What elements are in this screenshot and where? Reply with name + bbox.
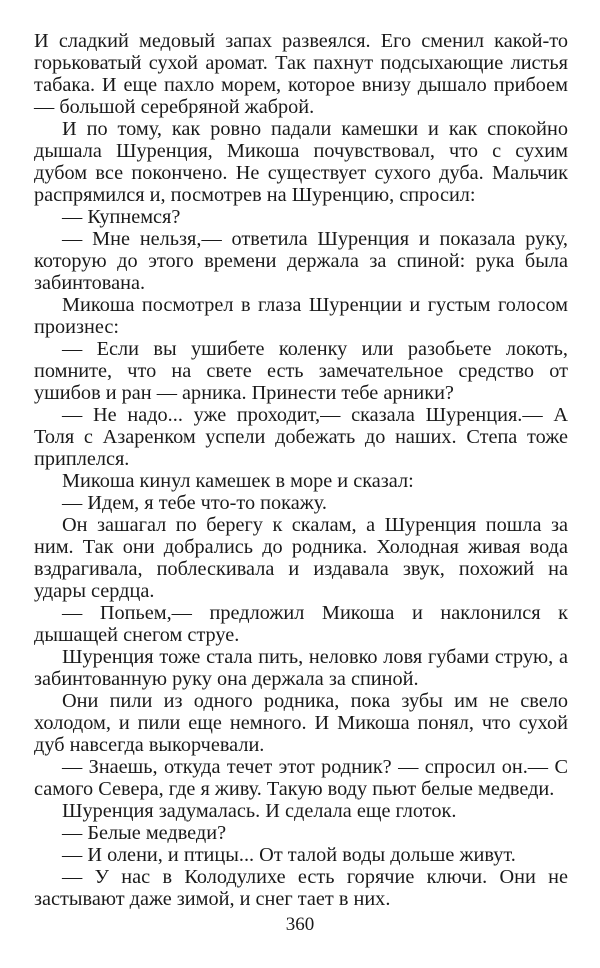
paragraph: Он зашагал по берегу к скалам, а Шуренция пошла за ним. Так они добрались до родника. Холодная живая вода вздрагивала, поблескивала и издавала звук, похожий на удары сердца.	[34, 514, 568, 602]
dialogue-line: — Если вы ушибете коленку или разобьете локоть, помните, что на свете есть замечательное средство от ушибов и ран — арника. Принести тебе арники?	[34, 338, 568, 404]
dialogue-line: — Знаешь, откуда течет этот родник? — спросил он.— С самого Севера, где я живу. Такую воду пьют белые медведи.	[34, 756, 568, 800]
paragraph: И по тому, как ровно падали камешки и как спокойно дышала Шуренция, Микоша почувствовал, что с сухим дубом все покончено. Не существует сухого дуба. Мальчик распрямился и, посмотрев на Шуренцию, спросил:	[34, 118, 568, 206]
dialogue-line: — Идем, я тебе что-то покажу.	[62, 492, 327, 514]
paragraph: Шуренция задумалась. И сделала еще глоток.	[62, 800, 457, 822]
page-number: 360	[285, 914, 315, 935]
paragraph: И сладкий медовый запах развеялся. Его сменил какой-то горьковатый сухой аромат. Так пахнут подсыхающие листья табака. И еще пахло морем, которое внизу дышало прибоем — большой серебряной жаброй.	[34, 30, 568, 118]
dialogue-line: — И олени, и птицы... От талой воды дольше живут.	[62, 844, 516, 866]
dialogue-line: — Купнемся?	[62, 206, 181, 228]
dialogue-line: — Белые медведи?	[62, 822, 227, 844]
paragraph: Микоша посмотрел в глаза Шуренции и густым голосом произнес:	[34, 294, 568, 338]
dialogue-line: — Мне нельзя,— ответила Шуренция и показала руку, которую до этого времени держала за спиной: рука была забинтована.	[34, 228, 568, 294]
paragraph: Они пили из одного родника, пока зубы им не свело холодом, и пили еще немного. И Микоша понял, что сухой дуб навсегда выкорчевали.	[34, 690, 568, 756]
dialogue-line: — Не надо... уже проходит,— сказала Шуренция.— А Толя с Азаренком успели добежать до наших. Степа тоже приплелся.	[34, 404, 568, 470]
dialogue-line: — Попьем,— предложил Микоша и наклонился к дышащей снегом струе.	[34, 602, 568, 646]
dialogue-line: — У нас в Колодулихе есть горячие ключи. Они не застывают даже зимой, и снег тает в них.	[34, 866, 568, 910]
paragraph: Микоша кинул камешек в море и сказал:	[62, 470, 414, 492]
book-page-text	[34, 30, 568, 910]
paragraph: Шуренция тоже стала пить, неловко ловя губами струю, а забинтованную руку она держала за спиной.	[34, 646, 568, 690]
